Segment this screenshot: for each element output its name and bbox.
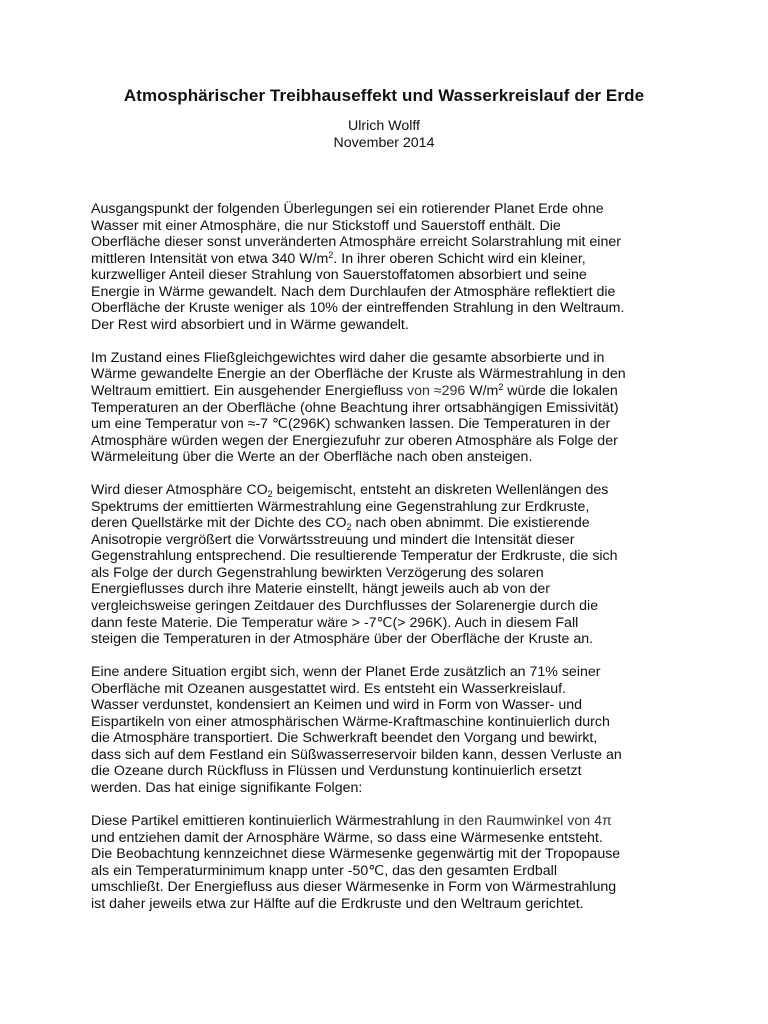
text-line: und entziehen damit der Arnosphäre Wärme, so dass eine Wärmesenke entsteht. [91, 829, 603, 846]
text-line: als Folge der durch Gegenstrahlung bewirkten Verzögerung des solaren [91, 564, 544, 581]
text-line: vergleichsweise geringen Zeitdauer des Durchflusses der Solarenergie durch die [91, 598, 599, 615]
text-line: Energieflusses durch ihre Materie einstellt, hängt jeweils auch ab von der [91, 581, 550, 598]
text-span: von ≈296 [406, 382, 466, 399]
text-line: Atmosphäre würden wegen der Energiezufuhr zur oberen Atmosphäre als Folge der [91, 432, 618, 449]
subscript: 2 [267, 489, 273, 500]
text-span: in den Raumwinkel von 4π [443, 813, 612, 830]
text-line: kurzwelliger Anteil dieser Strahlung von Sauerstoffatomen absorbiert und seine [91, 267, 587, 284]
text-line: ist daher jeweils etwa zur Hälfte auf die Erdkruste und den Weltraum gerichtet. [91, 895, 584, 912]
text-line [91, 383, 691, 400]
text-span: würde die lokalen [503, 382, 618, 399]
text-line: Anisotropie vergrößert die Vorwärtsstreuung und mindert die Intensität dieser [91, 531, 575, 548]
text-line: Oberfläche dieser sonst unveränderten Atmosphäre erreicht Solarstrahlung mit einer [91, 234, 621, 251]
text-span: mittleren Intensität von etwa 340 W/m [91, 250, 329, 267]
text-line: steigen die Temperaturen in der Atmosphäre über der Oberfläche der Kruste an. [91, 631, 594, 648]
text-line: Ausgangspunkt der folgenden Überlegungen sei ein rotierender Planet Erde ohne [91, 201, 604, 217]
author-name: Ulrich Wolff [347, 118, 420, 134]
paragraph-1 [91, 201, 691, 333]
paragraph-4 [91, 664, 691, 796]
text-line: Wärmeleitung über die Werte an der Oberfläche nach oben ansteigen. [91, 449, 533, 466]
text-line: die Atmosphäre transportiert. Die Schwerkraft beendet den Vorgang und bewirkt, [91, 730, 598, 747]
text-line: Wärme gewandelte Energie an der Oberfläche der Kruste als Wärmestrahlung in den [91, 366, 626, 383]
text-line: die Ozeane durch Rückfluss in Flüssen und Verdunstung kontinuierlich ersetzt [91, 763, 582, 780]
text-line: um eine Temperatur von ≈-7 ℃(296K) schwanken lassen. Die Temperaturen in der [91, 416, 611, 433]
text-line: Energie in Wärme gewandelt. Nach dem Durchlaufen der Atmosphäre reflektiert die [91, 283, 616, 300]
text-line [91, 251, 691, 268]
text-line: Wasser mit einer Atmosphäre, die nur Stickstoff und Sauerstoff enthält. Die [91, 217, 561, 234]
text-line: Der Rest wird absorbiert und in Wärme gewandelt. [91, 316, 409, 333]
text-line [91, 515, 691, 532]
text-line: Eispartikeln von einer atmosphärischen Wärme-Kraftmaschine kontinuierlich durch [91, 713, 610, 730]
document-body [91, 201, 691, 929]
text-line: Im Zustand eines Fließgleichgewichtes wird daher die gesamte absorbierte und in [91, 349, 605, 366]
author-block [0, 118, 768, 151]
text-span: W/m [465, 382, 499, 399]
document-title: Atmosphärischer Treibhauseffekt und Wasserkreislauf der Erde [123, 86, 645, 105]
text-span: Weltraum emittiert. Ein ausgehender Energiefluss [91, 382, 407, 399]
text-line: Wasser verdunstet, kondensiert an Keimen und wird in Form von Wasser- und [91, 697, 582, 714]
text-span: beigemischt, entsteht an diskreten Wellenlängen des [272, 482, 609, 499]
text-line: Temperaturen an der Oberfläche (ohne Beachtung ihrer ortsabhängigen Emissivität) [91, 399, 619, 416]
paragraph-3 [91, 482, 691, 647]
text-line: dass sich auf dem Festland ein Süßwasserreservoir bilden kann, dessen Verluste an [91, 746, 622, 763]
paragraph-5 [91, 813, 691, 912]
text-line: Oberfläche mit Ozeanen ausgestattet wird. Es entsteht ein Wasserkreislauf. [91, 680, 566, 697]
superscript: 2 [498, 381, 504, 392]
text-span: nach oben abnimmt. Die existierende [351, 515, 590, 532]
text-line: Oberfläche der Kruste weniger als 10% der eintreffenden Strahlung in den Weltraum. [91, 300, 625, 317]
text-line: als ein Temperaturminimum knapp unter -50℃, das den gesamten Erdball [91, 862, 557, 879]
text-span: Wird dieser Atmosphäre CO [91, 482, 268, 499]
text-span: . In ihrer oberen Schicht wird ein kleiner, [333, 250, 586, 267]
superscript: 2 [328, 249, 334, 260]
text-line: Gegenstrahlung entsprechend. Die resultierende Temperatur der Erdkruste, die sich [91, 548, 618, 565]
subscript: 2 [346, 522, 352, 533]
text-line [91, 813, 691, 830]
text-line: Die Beobachtung kennzeichnet diese Wärmesenke gegenwärtig mit der Tropopause [91, 846, 621, 863]
text-span: Diese Partikel emittieren kontinuierlich Wärmestrahlung [91, 813, 444, 830]
text-span: deren Quellstärke mit der Dichte des CO [91, 515, 347, 532]
text-line: werden. Das hat einige signifikante Folgen: [91, 780, 363, 796]
text-line: umschließt. Der Energiefluss aus dieser Wärmesenke in Form von Wärmestrahlung [91, 879, 617, 896]
text-line: dann feste Materie. Die Temperatur wäre > -7℃(> 296K). Auch in diesem Fall [91, 614, 579, 631]
text-line [91, 482, 691, 499]
text-line: Spektrums der emittierten Wärmestrahlung eine Gegenstrahlung zur Erdkruste, [91, 498, 590, 515]
publication-date: November 2014 [333, 134, 435, 151]
paragraph-2 [91, 350, 691, 466]
text-line: Eine andere Situation ergibt sich, wenn der Planet Erde zusätzlich an 71% seiner [91, 664, 601, 681]
